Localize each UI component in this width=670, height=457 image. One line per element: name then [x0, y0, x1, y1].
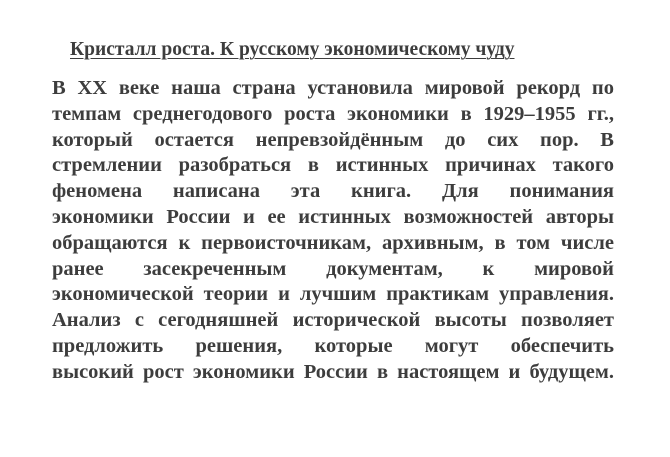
- body-line-7: обращаются к первоисточникам, архивным, в том числе: [52, 231, 614, 254]
- body-line-12: высокий рост экономики России в настоящем и будущем.: [52, 360, 614, 383]
- body-line-5: феномена написана эта книга. Для понимания: [52, 180, 614, 203]
- body-line-3: который остается непревзойдённым до сих пор. В: [52, 128, 614, 151]
- body-line-2: темпам среднегодового роста экономики в 1929–1955 гг.,: [52, 102, 614, 125]
- body-line-1: В XX веке наша страна установила мировой рекорд по: [52, 77, 614, 99]
- body-line-6: экономики России и ее истинных возможностей авторы: [52, 205, 614, 228]
- document-title: Кристалл роста. К русскому экономическому чуду: [70, 39, 515, 60]
- body-line-8: ранее засекреченным документам, к мировой: [52, 257, 614, 280]
- body-line-4: стремлении разобраться в истинных причинах такого: [52, 154, 614, 177]
- body-line-10: Анализ с сегодняшней исторической высоты позволяет: [52, 309, 614, 332]
- body-line-9: экономической теории и лучшим практикам управления.: [52, 283, 614, 306]
- document-body: [52, 76, 614, 386]
- body-line-11: предложить решения, которые могут обеспечить: [52, 334, 614, 357]
